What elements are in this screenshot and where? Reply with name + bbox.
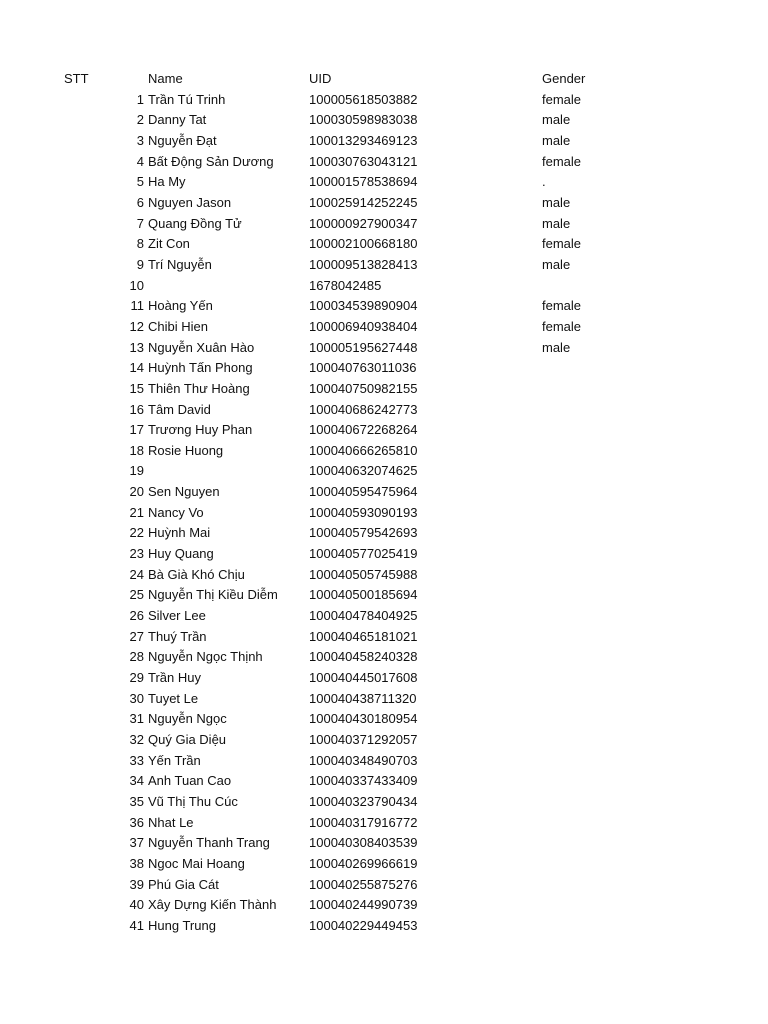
name-cell: Thiên Thư Hoàng (148, 380, 250, 396)
name-cell: Chibi Hien (148, 318, 208, 334)
table-row (0, 709, 768, 730)
stt-cell: 30 (129, 690, 144, 706)
table-row (0, 751, 768, 772)
stt-cell: 4 (136, 153, 144, 169)
table-row (0, 317, 768, 338)
uid-cell: 100040505745988 (309, 566, 418, 582)
uid-cell: 100040430180954 (309, 711, 418, 727)
table-row (0, 585, 768, 606)
uid-cell: 100040371292057 (309, 732, 418, 747)
gender-cell: female (542, 298, 582, 314)
stt-cell: 20 (129, 484, 144, 500)
stt-cell: 11 (130, 298, 144, 314)
uid-cell: 100040763011036 (309, 360, 417, 376)
name-cell: Sen Nguyen (148, 484, 220, 500)
name-cell: Danny Tat (148, 112, 207, 128)
stt-cell: 36 (129, 814, 144, 830)
name-cell: Huỳnh Tấn Phong (148, 360, 253, 376)
name-cell: Trí Nguyễn (148, 256, 212, 272)
gender-cell: male (542, 132, 571, 148)
name-cell: Ha My (148, 174, 186, 190)
stt-cell: 38 (129, 855, 144, 871)
name-cell: Nguyễn Ngọc Thịnh (148, 649, 263, 665)
gender-cell: male (542, 112, 571, 128)
name-cell: Anh Tuan Cao (148, 773, 232, 789)
table-row (0, 420, 768, 441)
table-row (0, 565, 768, 586)
header-name: Name (148, 71, 183, 86)
table-row (0, 544, 768, 565)
gender-cell: female (542, 318, 582, 334)
table-row (0, 503, 768, 524)
name-cell: Trần Tú Trinh (148, 91, 226, 107)
table-row (0, 895, 768, 916)
name-cell: Nguyen Jason (148, 194, 232, 210)
stt-cell: 34 (129, 773, 144, 789)
stt-cell: 14 (129, 360, 144, 376)
table-row (0, 338, 768, 359)
name-cell: Rosie Huong (148, 442, 224, 458)
uid-cell: 100005618503882 (309, 91, 418, 107)
stt-cell: 24 (129, 566, 144, 582)
table-row (0, 441, 768, 462)
name-cell: Nancy Vo (148, 504, 204, 520)
table-row (0, 234, 768, 255)
stt-cell: 31 (129, 711, 144, 727)
uid-cell: 100040317916772 (309, 814, 418, 830)
name-cell: Quang Đồng Tử (148, 215, 242, 231)
table-row (0, 193, 768, 214)
table-row (0, 792, 768, 813)
uid-cell: 100040478404925 (309, 608, 418, 624)
stt-cell: 19 (129, 463, 144, 479)
table-row (0, 482, 768, 503)
stt-cell: 22 (129, 525, 144, 541)
stt-cell: 8 (136, 236, 144, 252)
name-cell: Silver Lee (148, 608, 206, 624)
name-cell: Nguyễn Thị Kiều Diễm (148, 587, 278, 603)
table-row (0, 400, 768, 421)
stt-cell: 32 (129, 732, 144, 747)
uid-cell: 100030763043121 (309, 153, 418, 169)
uid-cell: 100040255875276 (309, 876, 418, 892)
uid-cell: 1678042485 (309, 277, 382, 293)
name-cell: Hoàng Yến (148, 298, 213, 314)
table-row (0, 152, 768, 173)
name-cell: Phú Gia Cát (148, 876, 219, 892)
table-row (0, 214, 768, 235)
uid-cell: 100013293469123 (309, 132, 418, 148)
name-cell: Hung Trung (148, 917, 216, 933)
uid-cell: 100040458240328 (309, 649, 418, 665)
name-cell: Nguyễn Xuân Hào (148, 339, 255, 355)
name-cell: Bà Già Khó Chịu (148, 566, 245, 582)
stt-cell: 9 (136, 256, 144, 272)
friend-list-table (0, 69, 768, 937)
uid-cell: 100040686242773 (309, 401, 418, 417)
stt-cell: 18 (129, 442, 144, 458)
table-row (0, 854, 768, 875)
name-cell: Thuý Trần (148, 628, 207, 644)
gender-cell: male (542, 256, 571, 272)
table-body (0, 90, 768, 937)
table-row (0, 358, 768, 379)
stt-cell: 6 (136, 194, 144, 210)
name-cell: Nguyễn Thanh Trang (148, 835, 270, 851)
stt-cell: 35 (129, 793, 144, 809)
uid-cell: 100005195627448 (309, 339, 418, 355)
name-cell: Huy Quang (148, 546, 214, 562)
stt-cell: 27 (129, 628, 144, 644)
table-row (0, 916, 768, 937)
table-row (0, 523, 768, 544)
stt-cell: 33 (129, 752, 144, 768)
gender-cell: . (542, 174, 546, 190)
gender-cell: female (542, 236, 582, 252)
stt-cell: 23 (129, 546, 144, 562)
header-gender: Gender (542, 71, 586, 86)
uid-cell: 100040438711320 (309, 690, 417, 706)
name-cell: Quý Gia Diệu (148, 732, 227, 747)
table-row (0, 276, 768, 297)
uid-cell: 100040666265810 (309, 442, 418, 458)
gender-cell: male (542, 215, 571, 231)
name-cell: Bất Động Sản Dương (148, 153, 274, 169)
gender-cell: female (542, 153, 582, 169)
table-row (0, 255, 768, 276)
table-row (0, 90, 768, 111)
table-row (0, 647, 768, 668)
uid-cell: 100040229449453 (309, 917, 418, 933)
table-row (0, 875, 768, 896)
uid-cell: 100025914252245 (309, 194, 418, 210)
table-row (0, 833, 768, 854)
uid-cell: 100034539890904 (309, 298, 418, 314)
uid-cell: 100040308403539 (309, 835, 418, 851)
table-row (0, 110, 768, 131)
stt-cell: 15 (129, 380, 144, 396)
name-cell: Tuyet Le (148, 690, 199, 706)
uid-cell: 100001578538694 (309, 174, 418, 190)
stt-cell: 17 (129, 422, 144, 438)
header-row (0, 69, 768, 90)
name-cell: Xây Dựng Kiến Thành (148, 897, 277, 913)
stt-cell: 37 (129, 835, 144, 851)
table-row (0, 606, 768, 627)
uid-cell: 100040593090193 (309, 504, 418, 520)
name-cell: Ngoc Mai Hoang (148, 855, 245, 871)
table-row (0, 627, 768, 648)
uid-cell: 100040595475964 (309, 484, 418, 500)
uid-cell: 100040348490703 (309, 752, 418, 768)
stt-cell: 21 (129, 504, 144, 520)
uid-cell: 100030598983038 (309, 112, 418, 128)
stt-cell: 41 (129, 917, 144, 933)
stt-cell: 39 (129, 876, 144, 892)
table-row (0, 296, 768, 317)
stt-cell: 13 (129, 339, 144, 355)
name-cell: Nguyễn Ngọc (148, 711, 227, 727)
table-row (0, 379, 768, 400)
uid-cell: 100040500185694 (309, 587, 418, 603)
table-row (0, 172, 768, 193)
name-cell: Zit Con (148, 236, 190, 252)
table-row (0, 668, 768, 689)
uid-cell: 100040269966619 (309, 855, 418, 871)
uid-cell: 100040750982155 (309, 380, 418, 396)
stt-cell: 12 (129, 318, 144, 334)
name-cell: Nguyễn Đạt (148, 132, 217, 148)
uid-cell: 100040465181021 (309, 628, 418, 644)
uid-cell: 100040632074625 (309, 463, 418, 479)
stt-cell: 28 (129, 649, 144, 665)
table-row (0, 689, 768, 710)
name-cell: Trương Huy Phan (148, 422, 253, 438)
uid-cell: 100040337433409 (309, 773, 418, 789)
gender-cell: male (542, 339, 571, 355)
table-row (0, 461, 768, 482)
gender-cell: female (542, 91, 582, 107)
uid-cell: 100040579542693 (309, 525, 418, 541)
stt-cell: 7 (136, 215, 144, 231)
name-cell: Nhat Le (148, 814, 194, 830)
uid-cell: 100040323790434 (309, 793, 418, 809)
table-row (0, 771, 768, 792)
name-cell: Tâm David (148, 401, 211, 417)
name-cell: Vũ Thị Thu Cúc (148, 793, 238, 809)
uid-cell: 100040577025419 (309, 546, 418, 562)
uid-cell: 100040445017608 (309, 670, 418, 686)
uid-cell: 100006940938404 (309, 318, 418, 334)
stt-cell: 10 (129, 277, 144, 293)
uid-cell: 100009513828413 (309, 256, 418, 272)
uid-cell: 100002100668180 (309, 236, 418, 252)
stt-cell: 29 (129, 670, 144, 686)
name-cell: Huỳnh Mai (148, 525, 211, 541)
stt-cell: 16 (129, 401, 144, 417)
stt-cell: 2 (136, 112, 144, 128)
name-cell: Trần Huy (148, 670, 201, 686)
uid-cell: 100040672268264 (309, 422, 418, 438)
header-stt: STT (64, 71, 89, 86)
header-uid: UID (309, 71, 332, 86)
uid-cell: 100000927900347 (309, 215, 418, 231)
stt-cell: 40 (129, 897, 144, 913)
uid-cell: 100040244990739 (309, 897, 418, 913)
table-row (0, 813, 768, 834)
name-cell: Yến Trần (148, 752, 201, 768)
table-row (0, 131, 768, 152)
stt-cell: 26 (129, 608, 144, 624)
gender-cell: male (542, 194, 571, 210)
stt-cell: 3 (136, 132, 144, 148)
stt-cell: 25 (129, 587, 144, 603)
table-row (0, 730, 768, 751)
stt-cell: 1 (136, 91, 144, 107)
stt-cell: 5 (136, 174, 144, 190)
